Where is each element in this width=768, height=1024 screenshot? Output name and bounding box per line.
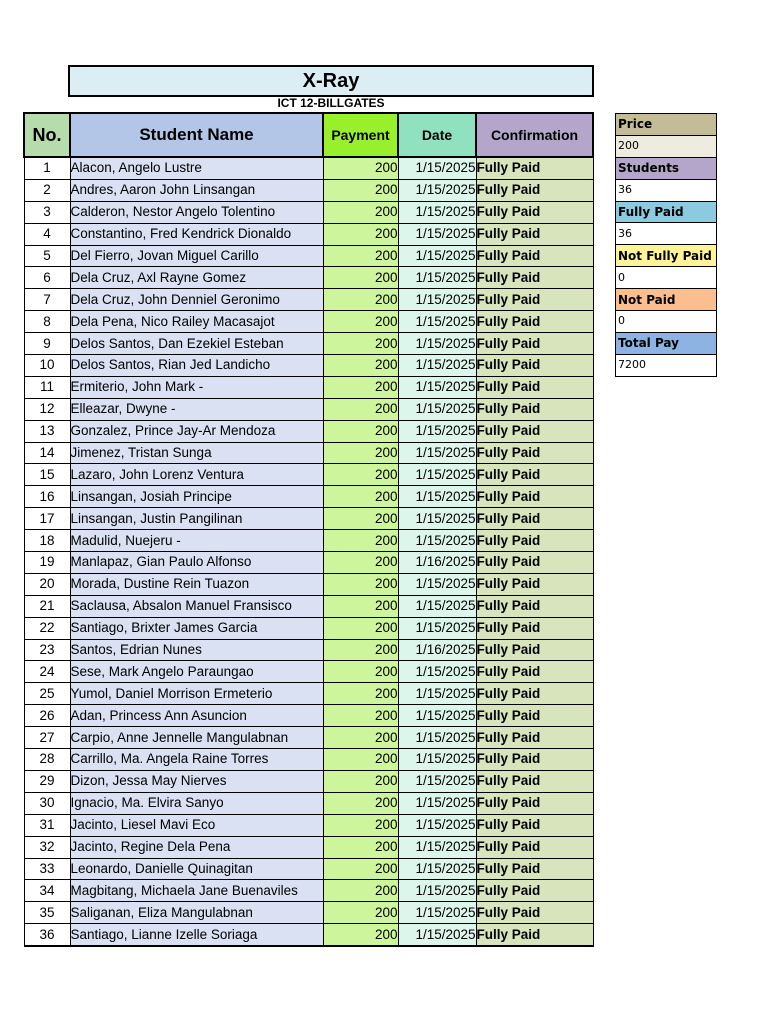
table-row <box>24 749 593 771</box>
cell-payment[interactable]: 200 <box>323 398 398 420</box>
cell-date[interactable]: 1/15/2025 <box>398 661 476 683</box>
cell-student-name[interactable]: Gonzalez, Prince Jay-Ar Mendoza <box>70 420 323 442</box>
cell-payment[interactable]: 200 <box>323 639 398 661</box>
cell-date[interactable]: 1/15/2025 <box>398 617 476 639</box>
table-row <box>24 770 593 792</box>
summary-value-notfully[interactable]: 0 <box>616 267 717 289</box>
cell-no[interactable]: 34 <box>24 880 70 902</box>
summary-label-price[interactable]: Price <box>616 114 717 136</box>
cell-confirmation[interactable]: Fully Paid <box>476 333 593 355</box>
cell-payment[interactable]: 200 <box>323 289 398 311</box>
summary-value-fully[interactable]: 36 <box>616 223 717 245</box>
table-row <box>24 924 593 946</box>
cell-payment[interactable]: 200 <box>323 179 398 201</box>
cell-no[interactable]: 8 <box>24 311 70 333</box>
sheet-title: X-Ray <box>68 65 594 97</box>
cell-payment[interactable]: 200 <box>323 770 398 792</box>
cell-student-name[interactable]: Leonardo, Danielle Quinagitan <box>70 858 323 880</box>
cell-date[interactable]: 1/15/2025 <box>398 727 476 749</box>
cell-student-name[interactable]: Carrillo, Ma. Angela Raine Torres <box>70 749 323 771</box>
cell-date[interactable]: 1/15/2025 <box>398 858 476 880</box>
cell-payment[interactable]: 200 <box>323 792 398 814</box>
summary-value-notpaid[interactable]: 0 <box>616 311 717 333</box>
cell-confirmation[interactable]: Fully Paid <box>476 705 593 727</box>
table-row <box>24 179 593 201</box>
cell-no[interactable]: 10 <box>24 355 70 377</box>
cell-confirmation[interactable]: Fully Paid <box>476 880 593 902</box>
cell-no[interactable]: 12 <box>24 398 70 420</box>
cell-confirmation[interactable]: Fully Paid <box>476 267 593 289</box>
table-header-row <box>24 113 593 157</box>
cell-confirmation[interactable]: Fully Paid <box>476 792 593 814</box>
cell-confirmation[interactable]: Fully Paid <box>476 770 593 792</box>
table-row <box>24 880 593 902</box>
table-row <box>24 639 593 661</box>
table-row <box>24 573 593 595</box>
summary-label-notpaid[interactable]: Not Paid <box>616 289 717 311</box>
cell-confirmation[interactable]: Fully Paid <box>476 289 593 311</box>
cell-confirmation[interactable]: Fully Paid <box>476 661 593 683</box>
cell-date[interactable]: 1/15/2025 <box>398 486 476 508</box>
cell-no[interactable]: 2 <box>24 179 70 201</box>
cell-student-name[interactable]: Manlapaz, Gian Paulo Alfonso <box>70 552 323 574</box>
table-row <box>24 398 593 420</box>
cell-date[interactable]: 1/16/2025 <box>398 552 476 574</box>
summary-value-students[interactable]: 36 <box>616 179 717 201</box>
summary-label-fully[interactable]: Fully Paid <box>616 201 717 223</box>
cell-no[interactable]: 20 <box>24 573 70 595</box>
cell-date[interactable]: 1/15/2025 <box>398 355 476 377</box>
cell-date[interactable]: 1/16/2025 <box>398 639 476 661</box>
cell-student-name[interactable]: Del Fierro, Jovan Miguel Carillo <box>70 245 323 267</box>
cell-student-name[interactable]: Yumol, Daniel Morrison Ermeterio <box>70 683 323 705</box>
cell-student-name[interactable]: Santiago, Brixter James Garcia <box>70 617 323 639</box>
table-row <box>24 223 593 245</box>
table-row <box>24 311 593 333</box>
cell-no[interactable]: 3 <box>24 201 70 223</box>
cell-no[interactable]: 4 <box>24 223 70 245</box>
cell-date[interactable]: 1/15/2025 <box>398 442 476 464</box>
cell-confirmation[interactable]: Fully Paid <box>476 683 593 705</box>
cell-confirmation[interactable]: Fully Paid <box>476 749 593 771</box>
cell-student-name[interactable]: Magbitang, Michaela Jane Buenaviles <box>70 880 323 902</box>
cell-no[interactable]: 6 <box>24 267 70 289</box>
cell-confirmation[interactable]: Fully Paid <box>476 157 593 179</box>
cell-payment[interactable]: 200 <box>323 705 398 727</box>
cell-payment[interactable]: 200 <box>323 311 398 333</box>
table-row <box>24 420 593 442</box>
table-row <box>24 595 593 617</box>
cell-payment[interactable]: 200 <box>323 223 398 245</box>
table-row <box>24 902 593 924</box>
cell-student-name[interactable]: Jimenez, Tristan Sunga <box>70 442 323 464</box>
cell-confirmation[interactable]: Fully Paid <box>476 508 593 530</box>
cell-confirmation[interactable]: Fully Paid <box>476 201 593 223</box>
cell-student-name[interactable]: Elleazar, Dwyne - <box>70 398 323 420</box>
table-row <box>24 508 593 530</box>
cell-confirmation[interactable]: Fully Paid <box>476 245 593 267</box>
cell-date[interactable]: 1/15/2025 <box>398 245 476 267</box>
cell-confirmation[interactable]: Fully Paid <box>476 464 593 486</box>
table-row <box>24 355 593 377</box>
cell-payment[interactable]: 200 <box>323 814 398 836</box>
cell-date[interactable]: 1/15/2025 <box>398 311 476 333</box>
cell-student-name[interactable]: Dizon, Jessa May Nierves <box>70 770 323 792</box>
cell-date[interactable]: 1/15/2025 <box>398 792 476 814</box>
table-row <box>24 530 593 552</box>
cell-no[interactable]: 14 <box>24 442 70 464</box>
cell-payment[interactable]: 200 <box>323 595 398 617</box>
table-row <box>24 705 593 727</box>
cell-student-name[interactable]: Saclausa, Absalon Manuel Fransisco <box>70 595 323 617</box>
cell-confirmation[interactable]: Fully Paid <box>476 814 593 836</box>
cell-payment[interactable]: 200 <box>323 727 398 749</box>
cell-date[interactable]: 1/15/2025 <box>398 683 476 705</box>
cell-student-name[interactable]: Delos Santos, Rian Jed Landicho <box>70 355 323 377</box>
table-row <box>24 442 593 464</box>
table-row <box>24 267 593 289</box>
cell-date[interactable]: 1/15/2025 <box>398 267 476 289</box>
cell-no[interactable]: 24 <box>24 661 70 683</box>
cell-confirmation[interactable]: Fully Paid <box>476 595 593 617</box>
table-row <box>24 333 593 355</box>
student-payment-table <box>23 112 594 947</box>
cell-student-name[interactable]: Constantino, Fred Kendrick Dionaldo <box>70 223 323 245</box>
cell-no[interactable]: 29 <box>24 770 70 792</box>
cell-payment[interactable]: 200 <box>323 902 398 924</box>
cell-payment[interactable]: 200 <box>323 617 398 639</box>
cell-no[interactable]: 30 <box>24 792 70 814</box>
cell-confirmation[interactable]: Fully Paid <box>476 552 593 574</box>
summary-value-total[interactable]: 7200 <box>616 354 717 376</box>
cell-confirmation[interactable]: Fully Paid <box>476 420 593 442</box>
table-row <box>24 464 593 486</box>
cell-student-name[interactable]: Andres, Aaron John Linsangan <box>70 179 323 201</box>
cell-date[interactable]: 1/15/2025 <box>398 333 476 355</box>
cell-no[interactable]: 11 <box>24 376 70 398</box>
cell-payment[interactable]: 200 <box>323 573 398 595</box>
cell-date[interactable]: 1/15/2025 <box>398 376 476 398</box>
cell-student-name[interactable]: Dela Cruz, Axl Rayne Gomez <box>70 267 323 289</box>
header-no[interactable]: No. <box>24 113 70 157</box>
cell-no[interactable]: 28 <box>24 749 70 771</box>
cell-confirmation[interactable]: Fully Paid <box>476 355 593 377</box>
cell-payment[interactable]: 200 <box>323 924 398 946</box>
cell-student-name[interactable]: Jacinto, Liesel Mavi Eco <box>70 814 323 836</box>
cell-student-name[interactable]: Ignacio, Ma. Elvira Sanyo <box>70 792 323 814</box>
cell-date[interactable]: 1/15/2025 <box>398 289 476 311</box>
cell-date[interactable]: 1/15/2025 <box>398 157 476 179</box>
cell-date[interactable]: 1/15/2025 <box>398 595 476 617</box>
cell-payment[interactable]: 200 <box>323 420 398 442</box>
cell-confirmation[interactable]: Fully Paid <box>476 639 593 661</box>
cell-confirmation[interactable]: Fully Paid <box>476 924 593 946</box>
cell-student-name[interactable]: Lazaro, John Lorenz Ventura <box>70 464 323 486</box>
cell-date[interactable]: 1/15/2025 <box>398 814 476 836</box>
cell-confirmation[interactable]: Fully Paid <box>476 902 593 924</box>
cell-student-name[interactable]: Morada, Dustine Rein Tuazon <box>70 573 323 595</box>
cell-no[interactable]: 19 <box>24 552 70 574</box>
cell-confirmation[interactable]: Fully Paid <box>476 442 593 464</box>
cell-confirmation[interactable]: Fully Paid <box>476 311 593 333</box>
cell-confirmation[interactable]: Fully Paid <box>476 376 593 398</box>
cell-no[interactable]: 9 <box>24 333 70 355</box>
summary-table <box>615 113 717 377</box>
cell-payment[interactable]: 200 <box>323 157 398 179</box>
cell-student-name[interactable]: Calderon, Nestor Angelo Tolentino <box>70 201 323 223</box>
cell-confirmation[interactable]: Fully Paid <box>476 727 593 749</box>
header-date[interactable]: Date <box>398 113 476 157</box>
cell-payment[interactable]: 200 <box>323 661 398 683</box>
cell-payment[interactable]: 200 <box>323 464 398 486</box>
table-row <box>24 836 593 858</box>
cell-date[interactable]: 1/15/2025 <box>398 880 476 902</box>
cell-no[interactable]: 22 <box>24 617 70 639</box>
table-row <box>24 552 593 574</box>
cell-no[interactable]: 17 <box>24 508 70 530</box>
cell-date[interactable]: 1/15/2025 <box>398 573 476 595</box>
cell-no[interactable]: 18 <box>24 530 70 552</box>
cell-student-name[interactable]: Delos Santos, Dan Ezekiel Esteban <box>70 333 323 355</box>
table-row <box>24 727 593 749</box>
cell-confirmation[interactable]: Fully Paid <box>476 179 593 201</box>
table-row <box>24 792 593 814</box>
cell-student-name[interactable]: Santos, Edrian Nunes <box>70 639 323 661</box>
cell-payment[interactable]: 200 <box>323 683 398 705</box>
cell-date[interactable]: 1/15/2025 <box>398 420 476 442</box>
cell-date[interactable]: 1/15/2025 <box>398 924 476 946</box>
cell-date[interactable]: 1/15/2025 <box>398 902 476 924</box>
cell-date[interactable]: 1/15/2025 <box>398 705 476 727</box>
cell-confirmation[interactable]: Fully Paid <box>476 573 593 595</box>
cell-confirmation[interactable]: Fully Paid <box>476 398 593 420</box>
cell-confirmation[interactable]: Fully Paid <box>476 858 593 880</box>
cell-date[interactable]: 1/15/2025 <box>398 530 476 552</box>
cell-no[interactable]: 1 <box>24 157 70 179</box>
cell-no[interactable]: 33 <box>24 858 70 880</box>
cell-no[interactable]: 32 <box>24 836 70 858</box>
table-row <box>24 201 593 223</box>
cell-confirmation[interactable]: Fully Paid <box>476 486 593 508</box>
cell-no[interactable]: 7 <box>24 289 70 311</box>
cell-payment[interactable]: 200 <box>323 552 398 574</box>
cell-payment[interactable]: 200 <box>323 749 398 771</box>
cell-date[interactable]: 1/15/2025 <box>398 398 476 420</box>
cell-date[interactable]: 1/15/2025 <box>398 508 476 530</box>
cell-student-name[interactable]: Saliganan, Eliza Mangulabnan <box>70 902 323 924</box>
cell-payment[interactable]: 200 <box>323 201 398 223</box>
cell-student-name[interactable]: Adan, Princess Ann Asuncion <box>70 705 323 727</box>
cell-no[interactable]: 27 <box>24 727 70 749</box>
cell-date[interactable]: 1/15/2025 <box>398 836 476 858</box>
cell-no[interactable]: 35 <box>24 902 70 924</box>
cell-payment[interactable]: 200 <box>323 442 398 464</box>
table-row <box>24 617 593 639</box>
table-row <box>24 376 593 398</box>
cell-student-name[interactable]: Dela Cruz, John Denniel Geronimo <box>70 289 323 311</box>
summary-label-notfully[interactable]: Not Fully Paid <box>616 245 717 267</box>
cell-date[interactable]: 1/15/2025 <box>398 201 476 223</box>
cell-date[interactable]: 1/15/2025 <box>398 770 476 792</box>
cell-no[interactable]: 26 <box>24 705 70 727</box>
cell-date[interactable]: 1/15/2025 <box>398 223 476 245</box>
cell-no[interactable]: 16 <box>24 486 70 508</box>
cell-no[interactable]: 5 <box>24 245 70 267</box>
cell-student-name[interactable]: Ermiterio, John Mark - <box>70 376 323 398</box>
cell-payment[interactable]: 200 <box>323 858 398 880</box>
cell-no[interactable]: 21 <box>24 595 70 617</box>
cell-payment[interactable]: 200 <box>323 355 398 377</box>
cell-date[interactable]: 1/15/2025 <box>398 179 476 201</box>
cell-confirmation[interactable]: Fully Paid <box>476 530 593 552</box>
cell-student-name[interactable]: Madulid, Nuejeru - <box>70 530 323 552</box>
table-row <box>24 289 593 311</box>
cell-payment[interactable]: 200 <box>323 836 398 858</box>
cell-student-name[interactable]: Santiago, Lianne Izelle Soriaga <box>70 924 323 946</box>
cell-confirmation[interactable]: Fully Paid <box>476 223 593 245</box>
cell-student-name[interactable]: Sese, Mark Angelo Paraungao <box>70 661 323 683</box>
cell-student-name[interactable]: Carpio, Anne Jennelle Mangulabnan <box>70 727 323 749</box>
cell-no[interactable]: 13 <box>24 420 70 442</box>
table-row <box>24 661 593 683</box>
cell-no[interactable]: 15 <box>24 464 70 486</box>
cell-payment[interactable]: 200 <box>323 880 398 902</box>
summary-label-total[interactable]: Total Pay <box>616 332 717 354</box>
cell-payment[interactable]: 200 <box>323 333 398 355</box>
table-row <box>24 486 593 508</box>
cell-student-name[interactable]: Dela Pena, Nico Railey Macasajot <box>70 311 323 333</box>
cell-confirmation[interactable]: Fully Paid <box>476 836 593 858</box>
table-row <box>24 245 593 267</box>
table-row <box>24 683 593 705</box>
cell-payment[interactable]: 200 <box>323 530 398 552</box>
summary-label-students[interactable]: Students <box>616 157 717 179</box>
cell-student-name[interactable]: Linsangan, Josiah Principe <box>70 486 323 508</box>
table-row <box>24 814 593 836</box>
cell-date[interactable]: 1/15/2025 <box>398 464 476 486</box>
sheet-subtitle: ICT 12-BILLGATES <box>277 96 385 110</box>
cell-confirmation[interactable]: Fully Paid <box>476 617 593 639</box>
header-student-name[interactable]: Student Name <box>70 113 323 157</box>
cell-no[interactable]: 31 <box>24 814 70 836</box>
cell-no[interactable]: 25 <box>24 683 70 705</box>
table-row <box>24 858 593 880</box>
header-payment[interactable]: Payment <box>323 113 398 157</box>
summary-value-price[interactable]: 200 <box>616 135 717 157</box>
cell-payment[interactable]: 200 <box>323 508 398 530</box>
cell-no[interactable]: 23 <box>24 639 70 661</box>
table-row <box>24 157 593 179</box>
cell-payment[interactable]: 200 <box>323 245 398 267</box>
cell-no[interactable]: 36 <box>24 924 70 946</box>
cell-student-name[interactable]: Alacon, Angelo Lustre <box>70 157 323 179</box>
cell-student-name[interactable]: Jacinto, Regine Dela Pena <box>70 836 323 858</box>
cell-student-name[interactable]: Linsangan, Justin Pangilinan <box>70 508 323 530</box>
cell-payment[interactable]: 200 <box>323 486 398 508</box>
cell-date[interactable]: 1/15/2025 <box>398 749 476 771</box>
header-confirmation[interactable]: Confirmation <box>476 113 593 157</box>
cell-payment[interactable]: 200 <box>323 376 398 398</box>
cell-payment[interactable]: 200 <box>323 267 398 289</box>
